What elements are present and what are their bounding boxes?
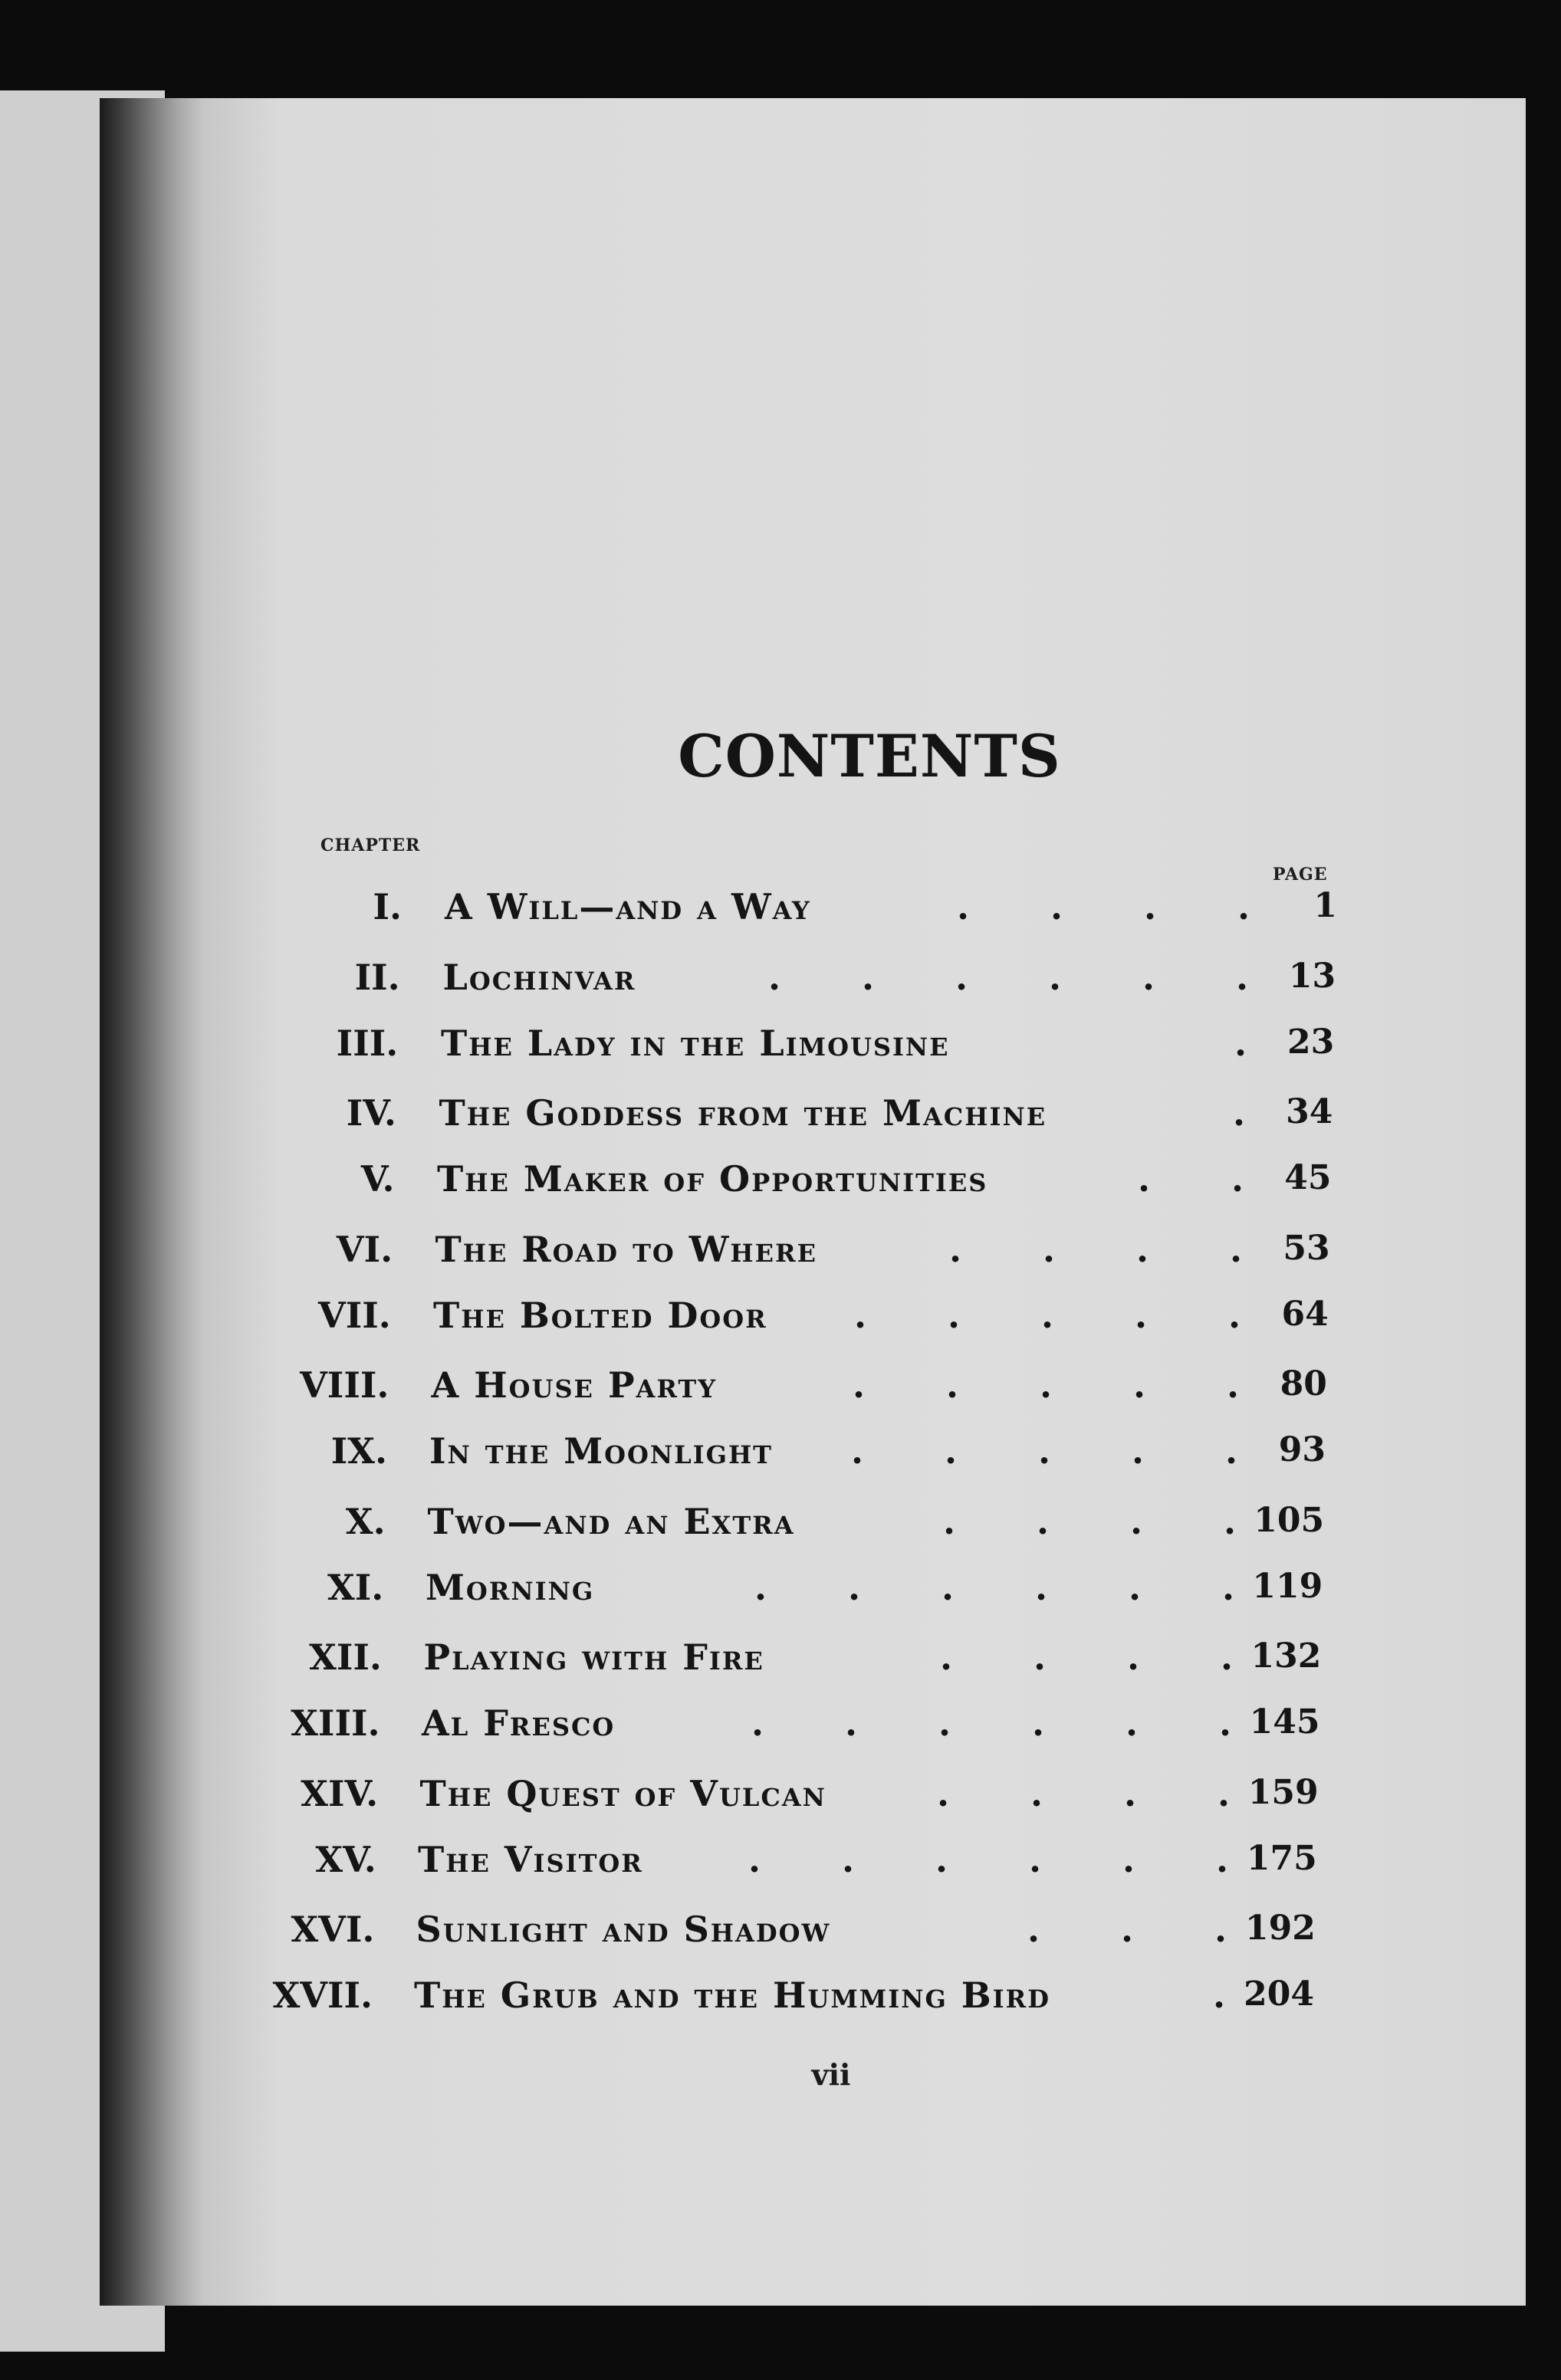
leader-dot: . [1027,1909,1040,1951]
leader-dot: . [851,1430,864,1472]
leader-dot: . [937,1772,950,1814]
leader-dot: . [1126,1702,1139,1744]
toc-row [201,1636,1526,1698]
chapter-number: II. [354,956,400,998]
leader-dot: . [768,956,781,998]
leader-dot: . [1218,1772,1231,1814]
chapter-page-number: 204 [1244,1975,1314,2014]
leader-dot: . [1029,1838,1042,1880]
chapter-number: I. [373,886,402,927]
leader-dot: . [942,1566,955,1608]
chapter-title: The Quest of Vulcan [419,1772,827,1814]
chapter-title: A Will—and a Way [445,886,811,927]
leader-dot: . [1132,1430,1145,1472]
leader-dot: . [1038,1430,1051,1472]
leader-dot: . [948,1294,961,1336]
chapter-title: The Visitor [418,1838,643,1880]
leader-dot: . [1040,1364,1053,1407]
page-title: CONTENTS [678,722,1061,790]
chapter-number: VIII. [300,1364,389,1407]
leader-dot: . [862,956,875,998]
toc-row [201,1975,1526,2036]
chapter-page-number: 34 [1286,1092,1333,1132]
leader-dot: . [853,1364,866,1407]
leader-dot: . [1236,956,1249,998]
chapter-page-number: 1 [1313,886,1337,925]
chapter-number: XVI. [291,1909,375,1951]
chapter-page-number: 132 [1250,1636,1322,1676]
chapter-title: The Maker of Opportunities [437,1158,988,1200]
leader-dot: . [1233,1092,1246,1134]
chapter-title: The Lady in the Limousine [441,1022,950,1064]
toc-row [201,957,1526,1018]
chapter-number: XI. [327,1566,384,1608]
leader-dot: . [854,1294,867,1336]
chapter-number: III. [336,1022,399,1064]
chapter-title: Two—and an Extra [427,1500,795,1542]
chapter-page-number: 159 [1247,1772,1319,1812]
chapter-page-number: 119 [1252,1566,1323,1606]
leader-dot: . [946,1364,959,1407]
chapter-title: The Bolted Door [433,1294,767,1336]
leader-dot: . [1030,1772,1043,1814]
toc-row [201,1295,1526,1356]
chapter-title: The Goddess from the Machine [439,1092,1047,1134]
leader-dot: . [1049,956,1062,998]
toc-row [201,1909,1526,1970]
chapter-number: X. [345,1500,386,1542]
toc-row [201,1839,1526,1900]
leader-dot: . [1231,1158,1244,1200]
chapter-page-number: 80 [1280,1364,1327,1404]
chapter-number: XVII. [272,1975,373,2016]
toc-row [201,1430,1526,1492]
chapter-page-number: 45 [1284,1158,1332,1197]
toc-row [201,1567,1526,1628]
leader-dot: . [940,1636,953,1679]
chapter-title: Sunlight and Shadow [416,1909,831,1951]
leader-dot: . [1227,1364,1240,1407]
leader-dot: . [1219,1702,1232,1744]
leader-dot: . [1135,1294,1148,1336]
leader-dot: . [1043,1228,1056,1270]
chapter-number: VII. [318,1294,391,1336]
leader-dot: . [1142,956,1155,998]
chapter-page-number: 64 [1281,1294,1329,1334]
chapter-number: IX. [330,1430,387,1472]
chapter-title: The Grub and the Humming Bird [414,1975,1050,2016]
leader-dot: . [1225,1430,1238,1472]
page-folio: vii [811,2057,851,2092]
leader-dot: . [943,1500,956,1542]
chapter-page-number: 53 [1283,1228,1330,1268]
chapter-page-number: 13 [1288,956,1336,996]
chapter-title: Playing with Fire [423,1636,764,1679]
leader-dot: . [1129,1566,1142,1608]
chapter-title: Lochinvar [442,956,636,998]
toc-row [201,1158,1526,1220]
leader-dot: . [1041,1294,1054,1336]
leader-dot: . [1216,1838,1229,1880]
leader-dot: . [1121,1909,1134,1951]
chapter-page-number: 192 [1245,1909,1316,1948]
chapter-page-number: 93 [1278,1430,1326,1469]
leader-dot: . [1138,1158,1151,1200]
chapter-page-number: 23 [1287,1022,1335,1062]
chapter-column-label: CHAPTER [320,835,421,855]
leader-dot: . [1228,1294,1241,1336]
leader-dot: . [935,1838,948,1880]
leader-dot: . [1230,1228,1243,1270]
toc-row [201,1501,1526,1562]
toc-row [201,1773,1526,1834]
chapter-title: In the Moonlight [429,1430,773,1472]
leader-dot: . [842,1838,855,1880]
leader-dot: . [957,886,970,927]
leader-dot: . [1144,886,1157,927]
leader-dot: . [938,1702,951,1744]
chapter-page-number: 175 [1246,1838,1317,1878]
chapter-number: XV. [315,1838,376,1880]
contents-page [201,98,1526,2306]
chapter-number: XIV. [301,1772,379,1814]
chapter-page-number: 145 [1249,1702,1320,1742]
leader-dot: . [1124,1772,1137,1814]
leader-dot: . [1214,1909,1227,1951]
leader-dot: . [1130,1500,1143,1542]
page-column-label: PAGE [1273,865,1328,885]
chapter-number: VI. [336,1228,393,1270]
leader-dot: . [748,1838,761,1880]
leader-dot: . [845,1702,858,1744]
leader-dot: . [1122,1838,1135,1880]
leader-dot: . [1034,1636,1047,1679]
chapter-number: V. [360,1158,395,1200]
leader-dot: . [1237,886,1250,927]
chapter-page-number: 105 [1254,1500,1325,1540]
leader-dot: . [1035,1566,1048,1608]
leader-dot: . [1032,1702,1045,1744]
leader-dot: . [1133,1364,1146,1407]
toc-row [201,1229,1526,1290]
toc-row [201,1092,1526,1154]
leader-dot: . [1234,1022,1247,1064]
leader-dot: . [848,1566,861,1608]
leader-dot: . [1127,1636,1140,1679]
chapter-title: A House Party [431,1364,718,1407]
leader-dot: . [945,1430,958,1472]
leader-dot: . [1213,1975,1226,2016]
toc-row [201,886,1526,947]
chapter-title: The Road to Where [435,1228,818,1270]
chapter-title: Al Fresco [422,1702,616,1744]
leader-dot: . [1222,1566,1235,1608]
table-of-contents [201,98,1526,2306]
leader-dot: . [1224,1500,1237,1542]
leader-dot: . [751,1702,764,1744]
toc-row [201,1702,1526,1764]
toc-row [201,1364,1526,1426]
leader-dot: . [949,1228,962,1270]
leader-dot: . [1221,1636,1234,1679]
leader-dot: . [1037,1500,1050,1542]
leader-dot: . [754,1566,767,1608]
leader-dot: . [955,956,968,998]
chapter-number: IV. [346,1092,396,1134]
toc-row [201,1023,1526,1084]
leader-dot: . [1050,886,1063,927]
chapter-title: Morning [426,1566,595,1608]
chapter-number: XIII. [291,1702,380,1744]
chapter-number: XII. [309,1636,382,1679]
leader-dot: . [1136,1228,1149,1270]
